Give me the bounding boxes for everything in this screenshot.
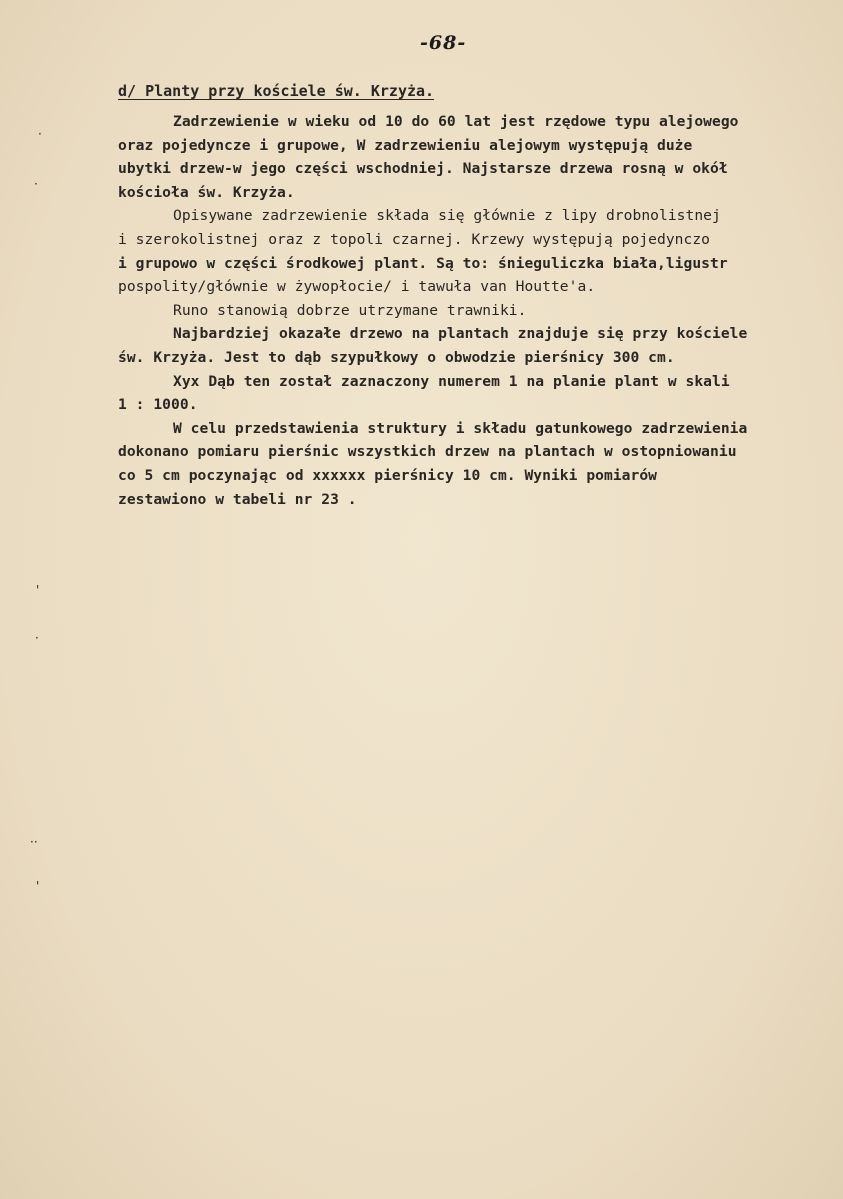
text-line-9: Runo stanowią dobrze utrzymane trawniki. bbox=[173, 301, 527, 319]
margin-dots: ·· bbox=[30, 835, 38, 849]
text-line-6: i szerokolistnej oraz z topoli czarnej. Krzewy występują pojedynczo bbox=[118, 230, 711, 248]
page-number: -68- bbox=[420, 32, 467, 54]
text-line-8: pospolity/głównie w żywopłocie/ i tawuła van Houtte'a. bbox=[118, 278, 596, 296]
section-title: d/ Planty przy kościele św. Krzyża. bbox=[118, 82, 435, 100]
text-line-5: Opisywane zadrzewienie składa się głównie z lipy drobnolistnej bbox=[173, 207, 721, 225]
text-line-17: zestawiono w tabeli nr 23 . bbox=[118, 490, 357, 508]
text-line-4: kościoła św. Krzyża. bbox=[118, 183, 295, 201]
margin-dot: · bbox=[34, 177, 38, 191]
margin-dot: · bbox=[35, 631, 39, 645]
text-line-16: co 5 cm poczynając od xxxxxx pierśnicy 10 cm. Wyniki pomiarów bbox=[118, 466, 658, 484]
text-line-15: dokonano pomiaru pierśnic wszystkich drzew na plantach w ostopniowaniu bbox=[118, 443, 737, 461]
margin-tick: ' bbox=[36, 879, 40, 893]
text-line-12: Xyx Dąb ten został zaznaczony numerem 1 na planie plant w skali bbox=[173, 372, 730, 390]
text-line-10: Najbardziej okazałe drzewo na plantach znajduje się przy kościele bbox=[173, 325, 748, 343]
text-line-13: 1 : 1000. bbox=[118, 396, 198, 414]
text-line-2: oraz pojedyncze i grupowe, W zadrzewieniu alejowym występują duże bbox=[118, 136, 693, 154]
body-text bbox=[118, 110, 838, 511]
text-line-11: św. Krzyża. Jest to dąb szypułkowy o obwodzie pierśnicy 300 cm. bbox=[118, 348, 675, 366]
margin-dot: · bbox=[38, 127, 42, 141]
text-line-3: ubytki drzew-w jego części wschodniej. Najstarsze drzewa rosną w okół bbox=[118, 160, 728, 178]
text-line-1: Zadrzewienie w wieku od 10 do 60 lat jest rzędowe typu alejowego bbox=[173, 113, 739, 130]
text-line-14: W celu przedstawienia struktury i składu gatunkowego zadrzewienia bbox=[173, 419, 748, 437]
text-line-7: i grupowo w części środkowej plant. Są to: śnieguliczka biała,ligustr bbox=[118, 254, 728, 272]
margin-tick: ' bbox=[36, 583, 40, 597]
